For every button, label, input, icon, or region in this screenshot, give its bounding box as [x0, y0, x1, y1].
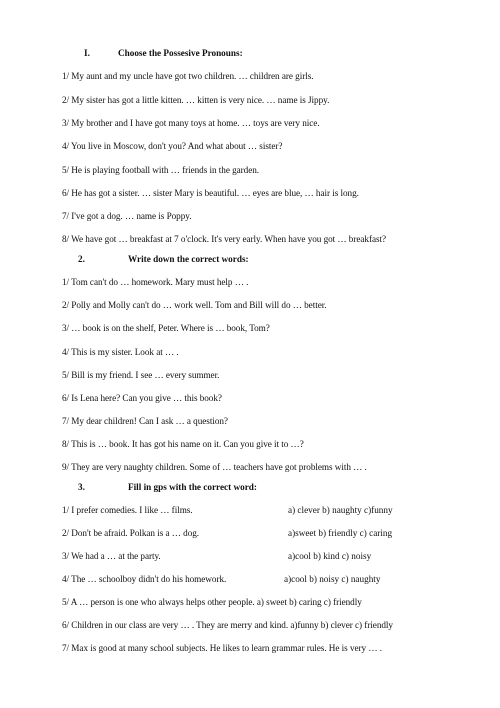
- s2-item-7: 7/ My dear children! Can I ask … a question?: [62, 416, 228, 426]
- section2-number: 2.: [78, 254, 85, 264]
- s3-item-2-options: a)sweet b) friendly c) caring: [288, 528, 393, 538]
- s1-item-6: 6/ He has got a sister. … sister Mary is beautiful. … eyes are blue, … hair is long.: [62, 188, 359, 198]
- s1-item-3: 3/ My brother and I have got many toys at home. … toys are very nice.: [62, 118, 320, 128]
- s2-item-9: 9/ They are very naughty children. Some of … teachers have got problems with … .: [62, 462, 367, 472]
- s3-item-5: 5/ A … person is one who always helps other people. a) sweet b) caring c) friendly: [62, 597, 362, 607]
- s2-item-6: 6/ Is Lena here? Can you give … this book?: [62, 393, 222, 403]
- s3-item-3-options: a)cool b) kind c) noisy: [288, 551, 372, 561]
- s3-item-4: 4/ The … schoolboy didn't do his homework.: [62, 574, 227, 584]
- s3-item-2: 2/ Don't be afraid. Polkan is a … dog.: [62, 528, 200, 538]
- s2-item-1: 1/ Tom can't do … homework. Mary must help … .: [62, 277, 249, 287]
- section1-title: Choose the Possesive Pronouns:: [118, 48, 243, 58]
- s3-item-7: 7/ Max is good at many school subjects. He likes to learn grammar rules. He is very … .: [62, 643, 382, 653]
- s1-item-4: 4/ You live in Moscow, don't you? And what about … sister?: [62, 141, 283, 151]
- s3-item-1-options: a) clever b) naughty c)funny: [288, 505, 393, 515]
- s2-item-8: 8/ This is … book. It has got his name on it. Can you give it to …?: [62, 439, 304, 449]
- s3-item-3: 3/ We had a … at the party.: [62, 551, 161, 561]
- s2-item-2: 2/ Polly and Molly can't do … work well. Tom and Bill will do … better.: [62, 300, 327, 310]
- s1-item-1: 1/ My aunt and my uncle have got two children. … children are girls.: [62, 71, 314, 81]
- section3-number: 3.: [78, 482, 85, 492]
- s3-item-4-options: a)cool b) noisy c) naughty: [284, 574, 381, 584]
- s2-item-5: 5/ Bill is my friend. I see … every summer.: [62, 370, 220, 380]
- s3-item-1: 1/ I prefer comedies. I like … films.: [62, 505, 193, 515]
- s1-item-5: 5/ He is playing football with … friends in the garden.: [62, 165, 260, 175]
- s1-item-8: 8/ We have got … breakfast at 7 o'clock. It's very early. When have you got … breakfast?: [62, 234, 387, 244]
- section3-title: Fill in gps with the correct word:: [128, 482, 257, 492]
- s2-item-3: 3/ … book is on the shelf, Peter. Where is … book, Tom?: [62, 323, 270, 333]
- section1-number: I.: [84, 48, 90, 58]
- s1-item-7: 7/ I've got a dog. … name is Poppy.: [62, 211, 192, 221]
- s1-item-2: 2/ My sister has got a little kitten. … kitten is very nice. … name is Jippy.: [62, 95, 330, 105]
- s3-item-6: 6/ Children in our class are very … . They are merry and kind. a)funny b) clever c) friendly: [62, 620, 393, 630]
- section2-title: Write down the correct words:: [128, 254, 249, 264]
- s2-item-4: 4/ This is my sister. Look at … .: [62, 347, 179, 357]
